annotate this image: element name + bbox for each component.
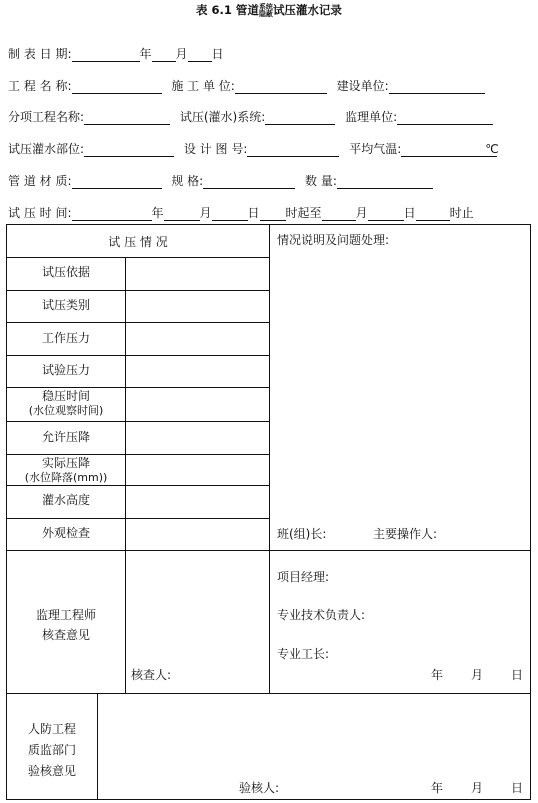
- cd-month: 月: [471, 781, 484, 795]
- sup-day: 日: [511, 668, 524, 682]
- verifier-label: 验核人:: [239, 781, 280, 795]
- test-time-row: 试 压 时 间: 年 月 日 时起至 月 日 时止: [8, 206, 474, 220]
- test-system-blank[interactable]: [265, 112, 335, 125]
- cd-year: 年: [431, 781, 444, 795]
- start-day-blank[interactable]: [212, 208, 248, 221]
- day-blank[interactable]: [188, 49, 212, 62]
- cd-day: 日: [511, 781, 524, 795]
- row-test-pressure: 试验压力: [41, 363, 90, 377]
- row-working-pressure: 工作压力: [41, 331, 90, 345]
- date-row: 制 表 日 期: 年 月 日: [8, 47, 224, 61]
- project-manager-label: 项目经理:: [277, 570, 330, 584]
- sub-project-blank[interactable]: [84, 112, 170, 125]
- material-row: 管 道 材 质: 规 格: 数 量:: [8, 172, 433, 189]
- supervisor-opinion-label: 监理工程师 核查意见: [35, 608, 96, 642]
- row-stable-time: 稳压时间 (水位观察时间): [28, 389, 104, 417]
- checker-label: 核查人:: [131, 668, 172, 682]
- row-actual-drop: 实际压降 (水位降落(mm)): [24, 456, 108, 484]
- start-year-blank[interactable]: [72, 208, 152, 221]
- row-test-type: 试压类别: [41, 298, 90, 312]
- foreman-label: 专业工长:: [277, 647, 330, 661]
- end-month-blank[interactable]: [322, 208, 356, 221]
- operator-label: 主要操作人:: [373, 527, 438, 541]
- test-part-row: 试压灌水部位: 设 计 图 号: 平均气温: ℃: [8, 142, 499, 156]
- pipe-material-blank[interactable]: [72, 176, 162, 189]
- civil-defense-label: 人防工程 质监部门 验核意见: [27, 722, 76, 778]
- month-blank[interactable]: [152, 49, 176, 62]
- title-stack: 系统 隐蔽: [258, 2, 273, 18]
- situation-header: 试 压 情 况: [108, 235, 168, 249]
- test-part-blank[interactable]: [84, 144, 174, 157]
- quantity-blank[interactable]: [337, 176, 433, 189]
- form-title: 表 6.1 管道系统 隐蔽试压灌水记录: [196, 2, 342, 18]
- start-month-blank[interactable]: [164, 208, 200, 221]
- design-drawing-blank[interactable]: [247, 144, 339, 157]
- project-row: 工 程 名 称: 施 工 单 位: 建设单位:: [8, 77, 485, 94]
- end-hour-blank[interactable]: [416, 208, 450, 221]
- tech-lead-label: 专业技术负责人:: [277, 608, 366, 622]
- year-blank[interactable]: [72, 49, 140, 62]
- row-water-height: 灌水高度: [41, 493, 90, 507]
- subproject-row: 分项工程名称: 试压(灌水)系统: 监理单位:: [8, 108, 493, 125]
- sup-year: 年: [431, 668, 444, 682]
- notes-header: 情况说明及问题处理:: [277, 233, 390, 247]
- project-name-blank[interactable]: [72, 81, 162, 94]
- row-allowed-drop: 允许压降: [41, 430, 90, 444]
- record-table: [6, 224, 531, 800]
- supervision-unit-blank[interactable]: [397, 112, 493, 125]
- row-test-basis: 试压依据: [41, 265, 90, 279]
- row-visual-check: 外观检查: [41, 526, 90, 540]
- team-leader-label: 班(组)长:: [277, 527, 327, 541]
- spec-blank[interactable]: [203, 176, 295, 189]
- avg-temp-blank[interactable]: [401, 144, 497, 157]
- start-hour-blank[interactable]: [260, 208, 286, 221]
- build-unit-blank[interactable]: [389, 81, 485, 94]
- end-day-blank[interactable]: [368, 208, 404, 221]
- construction-unit-blank[interactable]: [235, 81, 327, 94]
- sup-month: 月: [471, 668, 484, 682]
